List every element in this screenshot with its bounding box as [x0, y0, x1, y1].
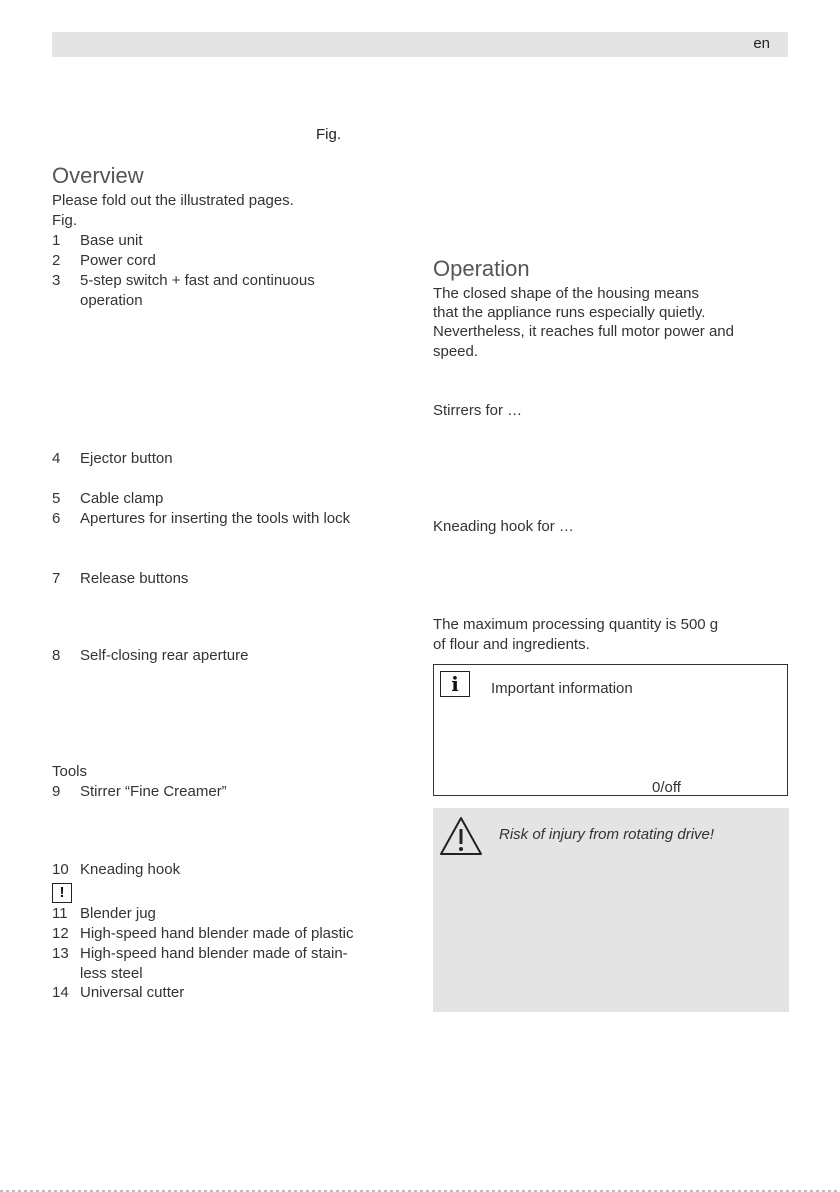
operation-para-line: that the appliance runs especially quietly. — [433, 304, 706, 321]
max-quantity-line: The maximum processing quantity is 500 g — [433, 616, 719, 633]
item-switch-cont: operation — [80, 292, 143, 309]
tools-heading: Tools — [52, 763, 88, 780]
item-number: 13 — [52, 945, 69, 962]
item-rear-aperture: Self-closing rear aperture — [80, 647, 249, 664]
operation-para-line: Nevertheless, it reaches full motor power and — [433, 323, 734, 340]
max-quantity-line: of flour and ingredients. — [433, 636, 590, 653]
stirrers-for: Stirrers for … — [433, 402, 523, 419]
item-number: 8 — [52, 647, 61, 664]
language-code: en — [753, 35, 770, 52]
item-base-unit: Base unit — [80, 232, 143, 249]
operation-para-line: speed. — [433, 343, 479, 360]
info-title: Important information — [491, 680, 633, 697]
figure-reference: Fig. — [316, 126, 342, 143]
item-blender-steel: High-speed hand blender made of stain- — [80, 945, 348, 962]
info-icon: i — [440, 671, 470, 697]
warning-title: Risk of injury from rotating drive! — [499, 826, 715, 843]
off-label: 0/off — [652, 779, 681, 796]
item-number: 4 — [52, 450, 61, 467]
item-ejector-button: Ejector button — [80, 450, 173, 467]
item-number: 11 — [52, 905, 68, 922]
item-switch: 5-step switch + fast and continuous — [80, 272, 315, 289]
overview-intro: Please fold out the illustrated pages. — [52, 192, 294, 209]
item-apertures: Apertures for inserting the tools with lock — [80, 510, 351, 527]
header-bar — [52, 32, 788, 57]
item-blender-steel-cont: less steel — [80, 965, 143, 982]
item-number: 10 — [52, 861, 69, 878]
item-blender-jug: Blender jug — [80, 905, 156, 922]
item-number: 1 — [52, 232, 61, 249]
item-stirrer: Stirrer “Fine Creamer” — [80, 783, 227, 800]
overview-heading: Overview — [52, 163, 144, 188]
warning-triangle-icon — [439, 816, 483, 856]
warning-box — [433, 808, 789, 1012]
item-release-buttons: Release buttons — [80, 570, 189, 587]
item-power-cord: Power cord — [80, 252, 156, 269]
item-number: 7 — [52, 570, 61, 587]
operation-heading: Operation — [433, 256, 530, 281]
operation-para-line: The closed shape of the housing means — [433, 285, 700, 302]
exclamation-icon: ! — [52, 883, 72, 903]
item-number: 9 — [52, 783, 61, 800]
important-information-box — [433, 664, 788, 796]
item-number: 12 — [52, 925, 69, 942]
kneading-hook-for: Kneading hook for … — [433, 518, 574, 535]
item-number: 2 — [52, 252, 61, 269]
item-number: 3 — [52, 272, 61, 289]
item-cable-clamp: Cable clamp — [80, 490, 164, 507]
item-number: 6 — [52, 510, 61, 527]
item-universal-cutter: Universal cutter — [80, 984, 185, 1001]
overview-fig: Fig. — [52, 212, 78, 229]
item-number: 14 — [52, 984, 69, 1001]
item-blender-plastic: High-speed hand blender made of plastic — [80, 925, 354, 942]
item-number: 5 — [52, 490, 61, 507]
item-kneading-hook: Kneading hook — [80, 861, 181, 878]
